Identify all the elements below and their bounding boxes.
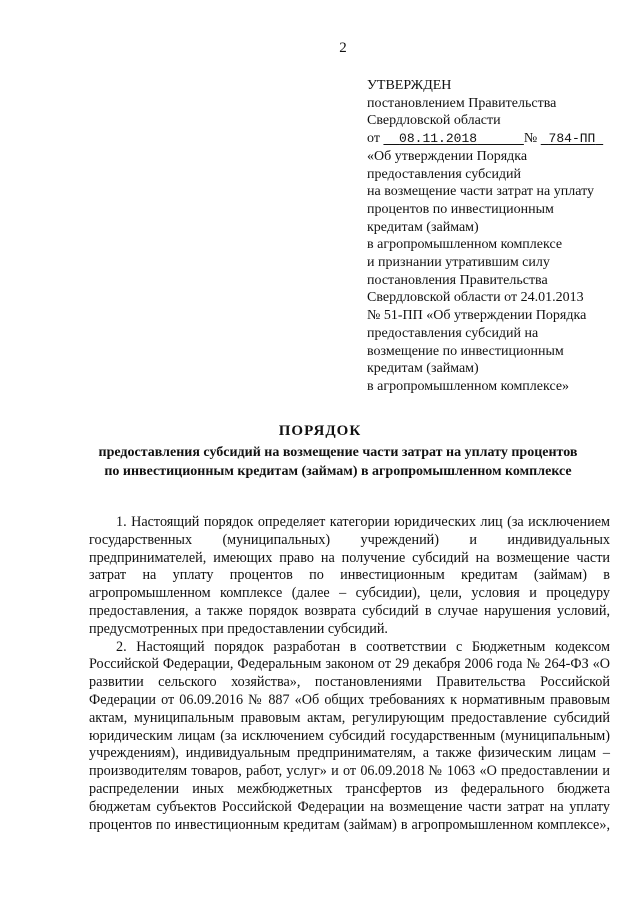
approval-heading: УТВЕРЖДЕН [367, 78, 452, 93]
subtitle-line: предоставления субсидий на возмещение части затрат на уплату процентов [98, 445, 578, 460]
approval-title-line: предоставления субсидий [367, 166, 522, 182]
approval-title-line: кредитам (займам) [367, 361, 479, 377]
approval-number: 784-ПП [548, 131, 596, 147]
approval-title-line: возмещение по инвестиционным [367, 343, 564, 359]
subtitle-line: по инвестиционным кредитам (займам) в агропромышленном комплексе [104, 464, 572, 479]
approval-date-line [367, 130, 637, 148]
paragraph-1: 1. Настоящий порядок определяет категории юридических лиц (за исключением государственных (муниципальных) учреждений) и индивидуальных предпринимателей, имеющих право на получение субсидий на возмещение части затрат на уплату процентов по инвестиционным кредитам (займам) в агропромышленном комплексе (далее – субсидии), цели, условия и процедуру предоставления, а также порядок возврата субсидий в случае нарушения условий, предусмотренных при предоставлении субсидий. [89, 514, 610, 637]
approval-title-line: Свердловской области от 24.01.2013 [367, 290, 584, 306]
document-body [89, 514, 610, 834]
approval-title-line: на возмещение части затрат на уплату [367, 184, 595, 200]
approval-title-line: и признании утратившим силу [367, 255, 550, 271]
approval-title-line: «Об утверждении Порядка [367, 148, 528, 164]
approval-title-line: № 51-ПП «Об утверждении Порядка [367, 308, 587, 324]
approval-date: 08.11.2018 [399, 131, 478, 147]
approval-title-line: в агропромышленном комплексе» [367, 378, 570, 394]
document-subtitle [0, 443, 640, 481]
document-title: ПОРЯДОК [278, 423, 362, 439]
paragraph-2: 2. Настоящий порядок разработан в соответствии с Бюджетным кодексом Российской Федерации, Федеральным законом от 29 декабря 2006 года № 264-ФЗ «О развитии сельского хозяйства», постановлениями Правительства Российской Федерации от 06.09.2016 № 887 «Об общих требованиях к нормативным правовым актам, муниципальным правовым актам, регулирующим предоставление субсидий юридическим лицам (за исключением субсидий государственным (муниципальным) учреждениям), индивидуальным предпринимателям, а также физическим лицам – производителям товаров, работ, услуг» и от 06.09.2018 № 1063 «О предоставлении и распределении иных межбюджетных трансфертов из федерального бюджета бюджетам субъектов Российской Федерации на возмещение части затрат на уплату процентов по инвестиционным кредитам (займам) в агропромышленном комплексе», [89, 638, 610, 833]
approval-line: постановлением Правительства [367, 95, 557, 111]
approval-title-line: в агропромышленном комплексе [367, 237, 563, 253]
approval-title-line: постановления Правительства [367, 272, 548, 288]
number-prefix: № [523, 131, 538, 147]
date-prefix: от [367, 131, 380, 147]
approval-title-line: предоставления субсидий на [367, 325, 539, 341]
approval-line: Свердловской области [367, 113, 501, 129]
approval-block [367, 77, 637, 396]
approval-title-line: процентов по инвестиционным [367, 201, 554, 217]
approval-title-line: кредитам (займам) [367, 219, 479, 235]
page-number: 2 [339, 40, 347, 56]
